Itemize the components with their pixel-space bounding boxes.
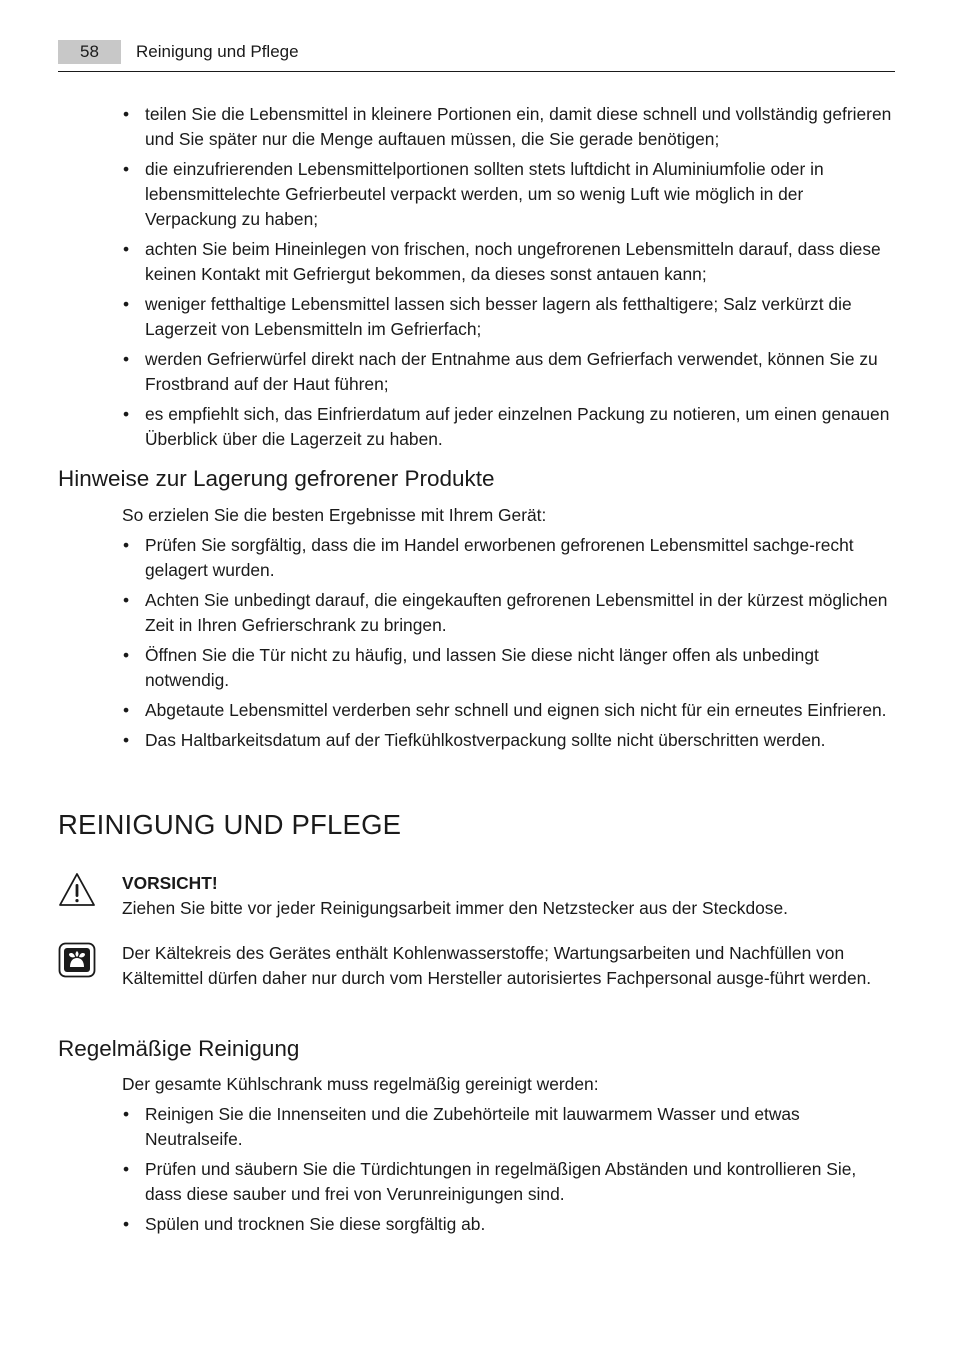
list-item: • weniger fetthaltige Lebensmittel lassen sich besser lagern als fetthaltigere; Salz verkürzt die Lagerzeit von Lebensmitteln im Gefrierfach; (123, 294, 852, 339)
list-item: • achten Sie beim Hineinlegen von frischen, noch ungefrorenen Lebensmitteln darauf, dass diese keinen Kontakt mit Gefriergut bekommen, da dieses sonst antauen kann; (123, 239, 881, 284)
bullet: • (123, 349, 130, 369)
freezing-tips-list (122, 102, 897, 457)
running-title: Reinigung und Pflege (136, 42, 299, 61)
bullet: • (123, 104, 130, 124)
page-header (58, 40, 895, 72)
regular-cleaning-list (122, 1102, 897, 1242)
bullet: • (123, 1214, 130, 1234)
bullet: • (123, 535, 130, 555)
list-item: • teilen Sie die Lebensmittel in kleinere Portionen ein, damit diese schnell und vollständig gefrieren und Sie später nur die Menge auftauen müssen, die Sie gerade benötigen; (123, 104, 892, 149)
list-item: • es empfiehlt sich, das Einfrierdatum auf jeder einzelnen Packung zu notieren, um einen genauen Überblick über die Lagerzeit zu haben. (123, 404, 890, 449)
chapter-title: REINIGUNG UND PFLEGE (58, 809, 402, 840)
regular-cleaning-intro: Der gesamte Kühlschrank muss regelmäßig gereinigt werden: (122, 1074, 599, 1094)
caution-note (122, 871, 897, 921)
bullet: • (123, 1104, 130, 1124)
environment-note: Der Kältekreis des Gerätes enthält Kohlenwasserstoffe; Wartungsarbeiten und Nachfüllen von Kältemittel dürfen daher nur durch vom Hersteller autorisiertes Fachpersonal ausge-führt werden. (122, 943, 872, 988)
list-item: • Abgetaute Lebensmittel verderben sehr schnell und eignen sich nicht für ein erneutes Einfrieren. (122, 698, 897, 723)
bullet: • (123, 590, 130, 610)
bullet: • (123, 159, 130, 179)
list-item: • werden Gefrierwürfel direkt nach der Entnahme aus dem Gefrierfach verwendet, können Sie zu Frostbrand auf der Haut führen; (123, 349, 878, 394)
list-item: • Achten Sie unbedingt darauf, die eingekauften gefrorenen Lebensmittel in der kürzest möglichen Zeit in Ihren Gefrierschrank zu bringen. (123, 590, 888, 635)
bullet: • (123, 730, 130, 750)
list-item: • Öffnen Sie die Tür nicht zu häufig, und lassen Sie diese nicht länger offen als unbedingt notwendig. (123, 645, 819, 690)
list-item: • Prüfen und säubern Sie die Türdichtungen in regelmäßigen Abständen und kontrollieren Sie, dass diese sauber und frei von Verunreinigungen sind. (123, 1159, 857, 1204)
warning-triangle-icon (58, 872, 96, 913)
list-item: • die einzufrierenden Lebensmittelportionen sollten stets luftdicht in Aluminiumfolie oder in lebensmittelechte Gefrierbeutel verpackt werden, um so wenig Luft wie möglich in der Verpackung zu haben; (123, 159, 824, 229)
caution-title: VORSICHT! (122, 873, 218, 893)
storage-intro: So erzielen Sie die besten Ergebnisse mit Ihrem Gerät: (122, 505, 547, 525)
environment-flower-icon (58, 942, 96, 983)
page-number: 58 (58, 40, 121, 64)
bullet: • (123, 239, 130, 259)
list-item: • Spülen und trocknen Sie diese sorgfältig ab. (122, 1212, 897, 1237)
caution-text: Ziehen Sie bitte vor jeder Reinigungsarbeit immer den Netzstecker aus der Steckdose. (122, 898, 789, 918)
bullet: • (123, 294, 130, 314)
regular-cleaning-heading: Regelmäßige Reinigung (58, 1036, 300, 1061)
storage-list (122, 533, 897, 758)
bullet: • (123, 404, 130, 424)
list-item: • Prüfen Sie sorgfältig, dass die im Handel erworbenen gefrorenen Lebensmittel sachge-recht gelagert wurden. (123, 535, 854, 580)
list-item: • Das Haltbarkeitsdatum auf der Tiefkühlkostverpackung sollte nicht überschritten werden. (122, 728, 897, 753)
bullet: • (123, 700, 130, 720)
storage-heading: Hinweise zur Lagerung gefrorener Produkte (58, 466, 495, 491)
bullet: • (123, 645, 130, 665)
bullet: • (123, 1159, 130, 1179)
list-item: • Reinigen Sie die Innenseiten und die Zubehörteile mit lauwarmem Wasser und etwas Neutralseife. (123, 1104, 800, 1149)
